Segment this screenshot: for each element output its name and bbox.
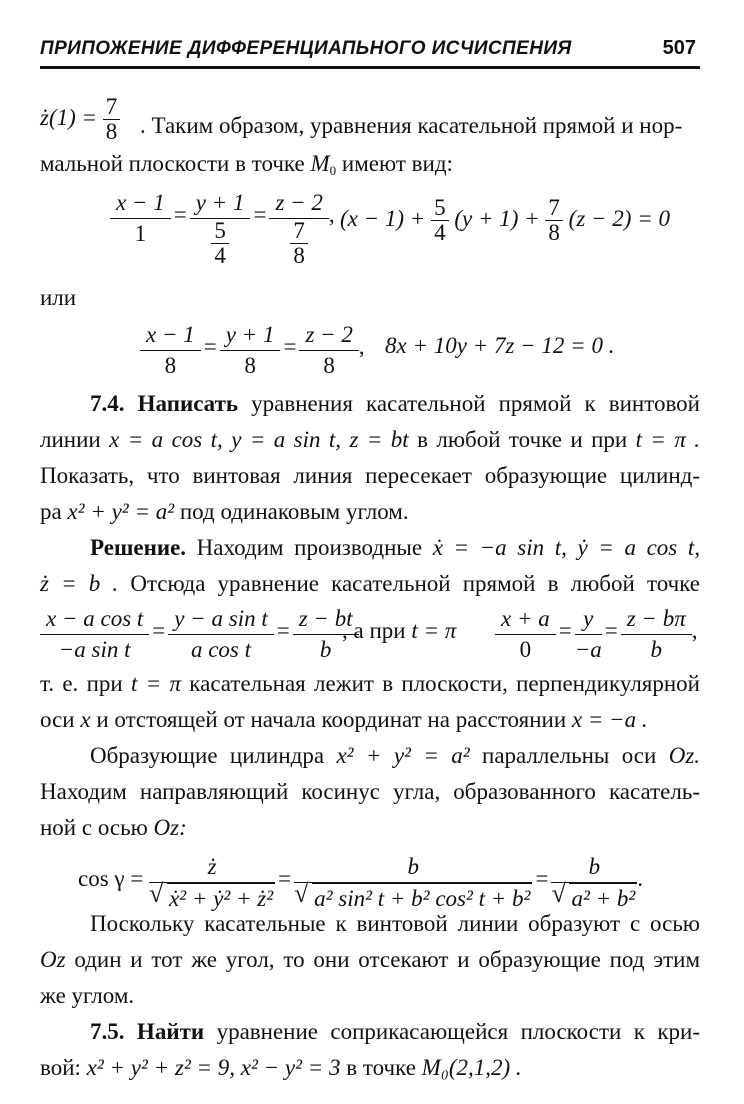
cos-frac-1 bbox=[149, 852, 275, 914]
tl-f3-den: b bbox=[319, 637, 332, 662]
cyl-text-b: параллельны оси bbox=[482, 743, 657, 768]
running-header bbox=[40, 36, 700, 69]
sol-x: x bbox=[80, 707, 91, 732]
chapter-title: ПРИПОЖЕНИЕ ДИФФЕРЕНЦИАПЬНОГО ИСЧИСПЕНИЯ bbox=[40, 38, 572, 59]
tangent-line-at-pi: $\frac{x + a}{0}$ = $\frac{y}{-a}$ = $\frac{z - b\pi}{b}$ , bbox=[495, 604, 697, 665]
eq1-frac-1 bbox=[110, 188, 171, 249]
p75-curve-equations: x² + y² + z² = 9, x² − y² = 3 bbox=[86, 1055, 341, 1080]
problem-74-text: уравнения касательной прямой к винтовой bbox=[251, 391, 700, 416]
eq1-f2-den-d: 4 bbox=[211, 243, 229, 268]
eq1-f2-den-n: 5 bbox=[214, 218, 226, 243]
problem-75-label: 7.5. Найти bbox=[90, 1019, 205, 1044]
tp-g3-den: b bbox=[650, 637, 662, 662]
eq2-f2-den: 8 bbox=[244, 353, 256, 378]
cylinder-equation: x² + y² = a² bbox=[67, 499, 175, 524]
sol-text-a: Находим производные bbox=[196, 535, 423, 560]
problem-74-line-1 bbox=[40, 386, 700, 422]
problem-74-label: 7.4. Написать bbox=[90, 391, 239, 416]
plane-part-b: (y + 1) + bbox=[454, 205, 540, 231]
p74-end: под одинаковым углом. bbox=[179, 499, 409, 524]
plane-part-a: (x − 1) + bbox=[340, 205, 426, 231]
problem-75-line-2 bbox=[40, 1050, 700, 1086]
equation-normal-plane-1 bbox=[340, 196, 670, 245]
plane-f2-n: 7 bbox=[548, 195, 560, 220]
equation-tangent-1: $\frac{x - 1}{1}$ = $\frac{y + 1}{\frac{5}{4}}$ = $\frac{z - 2}{\frac{7}{8}}$ , bbox=[110, 188, 335, 268]
eq1-f3-den-d: 8 bbox=[290, 243, 308, 268]
eq2-f1-num: x − 1 bbox=[140, 320, 201, 351]
eq1-f3-den-n: 7 bbox=[293, 218, 305, 243]
cyl-oz: Oz. bbox=[668, 743, 701, 768]
tp-g3-num: z − bπ bbox=[621, 604, 692, 635]
sol-osi: оси bbox=[40, 707, 75, 732]
solution-line-4 bbox=[40, 666, 700, 702]
tp-g1-num: x + a bbox=[495, 604, 556, 635]
cosine-equation: cos γ = ż √ ẋ² + ẏ² + ż² = b √ a² sin² t + b² cos² t + b² = b √ a² + b² . bbox=[78, 852, 643, 914]
conclusion-line-2 bbox=[40, 942, 700, 978]
solution-line-5 bbox=[40, 702, 700, 738]
plane-f1-d: 4 bbox=[431, 220, 449, 245]
sol-distance-text: и отстоящей от начала координат на расстоянии bbox=[96, 707, 567, 732]
solution-line-1 bbox=[40, 530, 700, 566]
cos-f3-den: a² + b² bbox=[569, 883, 637, 914]
concl-oz: Oz bbox=[40, 947, 66, 972]
tp-g2-num: y bbox=[575, 604, 602, 635]
cos-f1-den: ẋ² + ẏ² + ż² bbox=[167, 883, 275, 914]
cos-f1-num: ż bbox=[149, 852, 275, 883]
plane-f2-d: 8 bbox=[545, 220, 563, 245]
intro-formula bbox=[40, 95, 120, 144]
p75-voy: вой: bbox=[40, 1055, 81, 1080]
tl-f1-num: x − a cos t bbox=[40, 604, 149, 635]
point-m: M bbox=[310, 151, 330, 176]
frac-num: 7 bbox=[105, 94, 118, 119]
eq2-f3-num: z − 2 bbox=[299, 320, 358, 351]
tl-f2-den: a cos t bbox=[190, 637, 252, 662]
intro-text-end: имеют вид: bbox=[341, 151, 453, 176]
cylinder-line-1 bbox=[40, 738, 700, 774]
sol-text-b: Отсюда уравнение касательной прямой в любой точке bbox=[130, 571, 700, 596]
equation-plane-2: 8x + 10y + 7z − 12 = 0 . bbox=[385, 333, 615, 358]
tangent-at-pi-label bbox=[342, 618, 456, 644]
z-dot-lhs: ż(1) = bbox=[40, 104, 98, 130]
cos-end: . bbox=[637, 866, 643, 891]
p74-ra: ра bbox=[40, 499, 62, 524]
cyl-text-a: Образующие цилиндра bbox=[90, 743, 325, 768]
tl-f2-num: y − a sin t bbox=[168, 604, 273, 635]
p74-text-b: в любой точке и при bbox=[417, 427, 628, 452]
eq2-f2-num: y + 1 bbox=[220, 320, 281, 351]
derivatives-xy: ẋ = −a sin t, ẏ = a cos t, bbox=[432, 535, 701, 560]
cylinder-line-3 bbox=[40, 810, 700, 846]
conclusion-line-1: Поскольку касательные к винтовой линии образуют с осью bbox=[90, 911, 700, 936]
frac-den: 8 bbox=[103, 119, 121, 144]
helix-equation: x = a cos t, y = a sin t, z = bt bbox=[109, 427, 409, 452]
cyl-equation: x² + y² = a² bbox=[336, 743, 470, 768]
cos-f2-den: a² sin² t + b² cos² t + b² bbox=[312, 883, 532, 914]
eq1-f2-num: y + 1 bbox=[190, 188, 251, 219]
sol-x-minus-a: x = −a . bbox=[571, 707, 648, 732]
tangent-line-general: $\frac{\text{x − a cos t}}{\text{−a sin t}}$ = $\frac{\text{y − a sin t}}{\text{a cos t}}$ = $\frac{z - bt}{b}$ bbox=[40, 604, 359, 665]
tp-g1-den: 0 bbox=[519, 637, 532, 662]
cos-frac-3 bbox=[551, 852, 637, 914]
eq1-frac-2 bbox=[190, 188, 251, 268]
tl-f3-num: z − bt bbox=[293, 604, 359, 635]
problem-74-line-4 bbox=[40, 494, 700, 530]
cos-f3-num: b bbox=[551, 852, 637, 883]
problem-74-line-3: Показать, что винтовая линия пересекает образующие цилинд- bbox=[40, 463, 700, 488]
solution-line-2 bbox=[40, 566, 700, 602]
intro-text: мальной плоскости в точке bbox=[40, 151, 305, 176]
page-number: 507 bbox=[662, 37, 696, 59]
plane-f1-n: 5 bbox=[434, 195, 446, 220]
p75-point: M₀(2,1,2) . bbox=[421, 1055, 522, 1080]
cos-frac-2 bbox=[294, 852, 532, 914]
fraction-7-8 bbox=[103, 95, 121, 144]
concl-text: один и тот же угол, то они отсекают и образующие под этим bbox=[74, 947, 701, 972]
conclusion-line-3: же углом. bbox=[40, 983, 135, 1008]
eq2-f3-den: 8 bbox=[323, 353, 335, 378]
derivative-z: ż = b . bbox=[40, 571, 119, 596]
eq1-f3-num: z − 2 bbox=[269, 188, 328, 219]
problem-75-line-1 bbox=[40, 1014, 700, 1050]
cos-f2-num: b bbox=[294, 852, 532, 883]
intro-line-1: . Таким образом, уравнения касательной прямой и нор- bbox=[140, 113, 683, 138]
eq1-f1-den: 1 bbox=[134, 221, 147, 246]
eq1-frac-3 bbox=[269, 188, 328, 268]
plane-part-c: (z − 2) = 0 bbox=[568, 205, 670, 231]
equation-tangent-2: $\frac{x - 1}{8}$ = $\frac{y + 1}{8}$ = $\frac{z - 2}{8}$ , bbox=[140, 320, 365, 381]
or-word: или bbox=[40, 285, 77, 310]
eq2-f1-den: 8 bbox=[164, 353, 177, 378]
tl-t-pi: t = π bbox=[411, 618, 457, 643]
cyl-text-c: ной с осью bbox=[40, 815, 148, 840]
intro-line-2 bbox=[40, 146, 700, 182]
problem-75-text: уравнение соприкасающейся плоскости к кри- bbox=[216, 1019, 700, 1044]
sol-te-pri: т. е. при bbox=[40, 671, 123, 696]
eq1-f1-num: x − 1 bbox=[110, 188, 171, 219]
sol-t-pi: t = π bbox=[131, 671, 181, 696]
cylinder-line-2: Находим направляющий косинус угла, образованного касатель- bbox=[40, 779, 700, 804]
cos-gamma: cos γ = bbox=[78, 866, 144, 891]
p74-t-pi: t = π . bbox=[635, 427, 701, 452]
problem-74-line-2 bbox=[40, 422, 700, 458]
p74-word: линии bbox=[40, 427, 101, 452]
p75-v-tochke: в точке bbox=[346, 1055, 416, 1080]
point-sub: 0 bbox=[329, 163, 337, 178]
cyl-oz-2: Oz: bbox=[153, 815, 187, 840]
sol-text-plane: касательная лежит в плоскости, перпендикулярной bbox=[189, 671, 700, 696]
solution-label: Решение. bbox=[90, 535, 187, 560]
tp-g2-den: −a bbox=[574, 637, 602, 662]
tl-f1-den: −a sin t bbox=[58, 637, 131, 662]
tl-mid: , а при bbox=[342, 618, 406, 643]
